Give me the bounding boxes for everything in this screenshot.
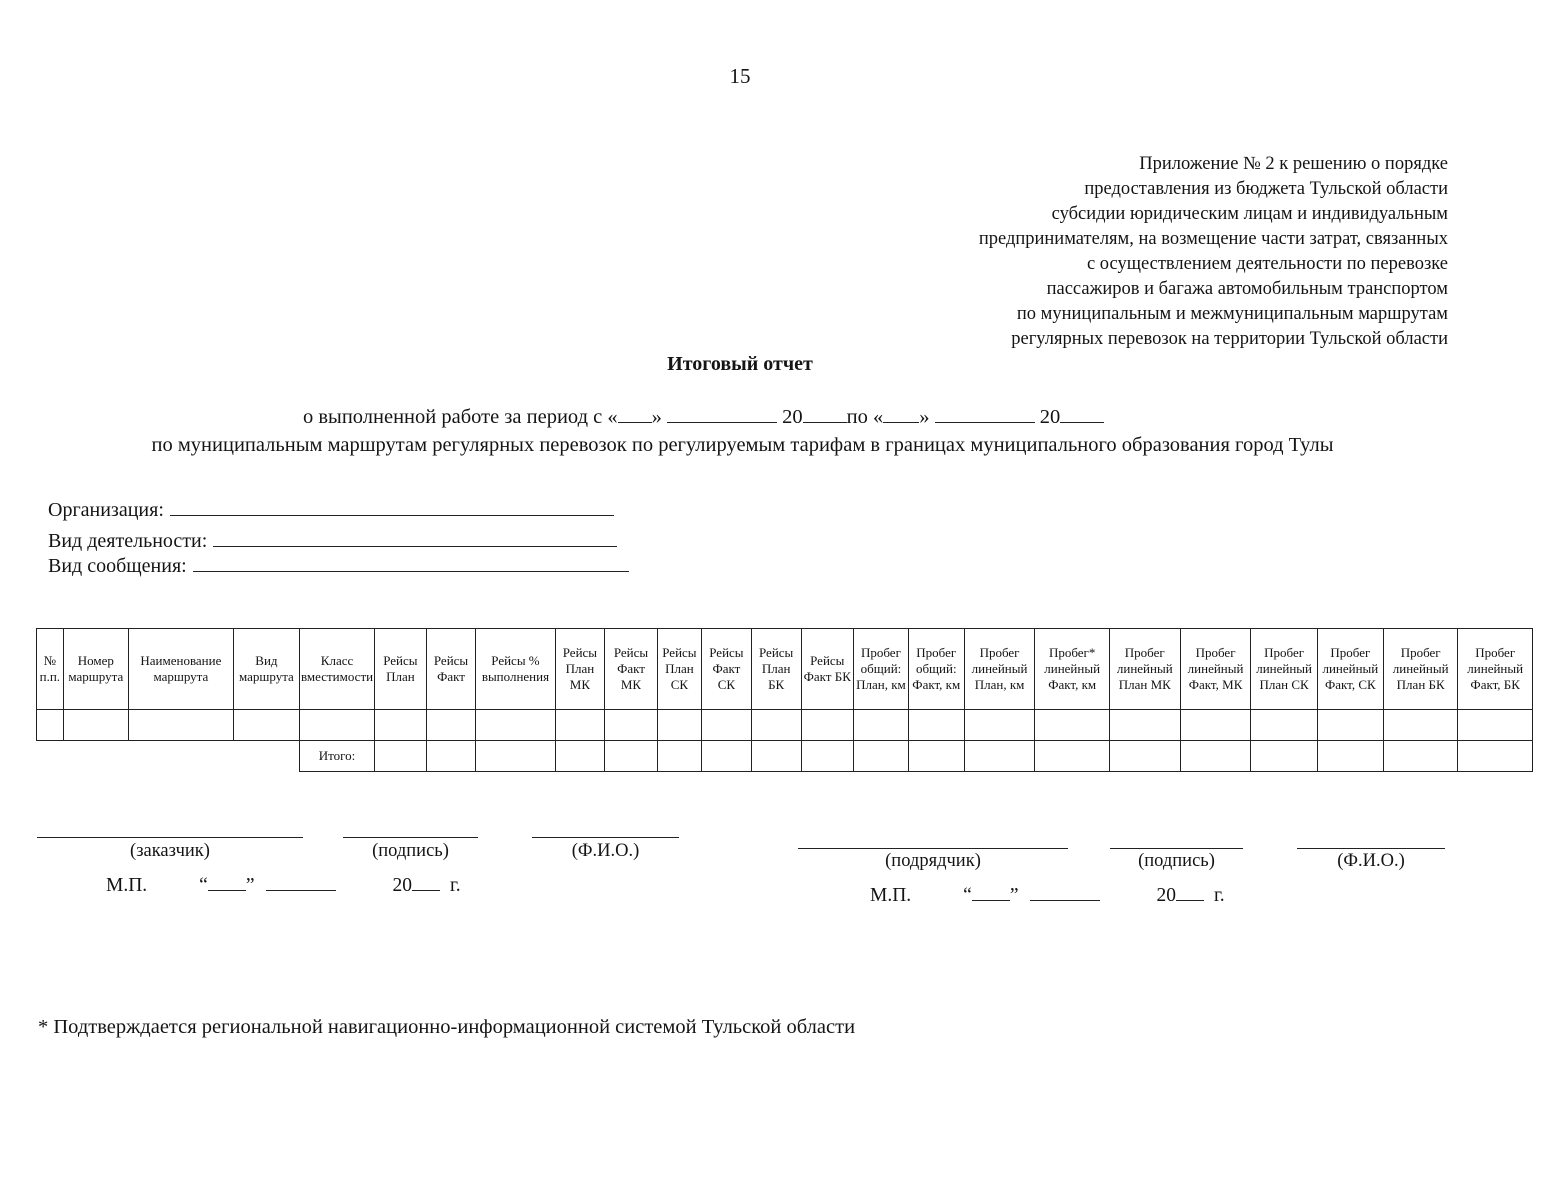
- stamp-label: М.П.: [870, 885, 912, 906]
- total-cell[interactable]: [657, 741, 701, 772]
- header-cell: № п.п.: [37, 629, 64, 710]
- header-cell: Пробег* линейный Факт, км: [1035, 629, 1109, 710]
- period-year: 20: [782, 406, 803, 428]
- total-cell[interactable]: [801, 741, 853, 772]
- header-cell: Рейсы Факт: [426, 629, 476, 710]
- field-activity: [48, 528, 617, 553]
- year-suffix: г.: [1213, 885, 1225, 906]
- activity-blank[interactable]: [213, 528, 617, 547]
- year-blank[interactable]: [412, 874, 440, 891]
- total-cell[interactable]: [908, 741, 964, 772]
- report-period: [303, 404, 1104, 429]
- organization-blank[interactable]: [170, 497, 614, 516]
- header-cell: Пробег линейный План БК: [1383, 629, 1457, 710]
- contractor-signature-line[interactable]: [798, 848, 1068, 849]
- header-cell: Рейсы Факт БК: [801, 629, 853, 710]
- message-type-blank[interactable]: [193, 553, 629, 572]
- header-cell: Рейсы План МК: [555, 629, 605, 710]
- field-message-type: [48, 553, 629, 578]
- quote-close: ”: [245, 875, 255, 896]
- appendix-line: предоставления из бюджета Тульской области: [1084, 179, 1448, 199]
- period-year-from-blank[interactable]: [803, 404, 847, 423]
- header-cell: Рейсы Факт МК: [605, 629, 657, 710]
- table-cell[interactable]: [233, 710, 299, 741]
- total-cell[interactable]: [555, 741, 605, 772]
- header-cell: Пробег линейный Факт, БК: [1458, 629, 1533, 710]
- header-cell: Пробег линейный План МК: [1109, 629, 1180, 710]
- contractor-name-line[interactable]: [1297, 848, 1445, 849]
- quote-open: “: [199, 875, 208, 896]
- header-cell: Пробег общий: Факт, км: [908, 629, 964, 710]
- table-cell[interactable]: [128, 710, 233, 741]
- total-row: [37, 741, 1533, 772]
- header-cell: Пробег линейный План СК: [1251, 629, 1317, 710]
- total-cell[interactable]: [375, 741, 427, 772]
- year-label: 20: [1156, 885, 1176, 906]
- header-cell: Пробег общий: План, км: [854, 629, 909, 710]
- month-blank[interactable]: [266, 874, 336, 891]
- total-cell[interactable]: [1317, 741, 1383, 772]
- report-table: [36, 628, 1533, 772]
- table-cell[interactable]: [555, 710, 605, 741]
- period-day-to-blank[interactable]: [883, 404, 919, 423]
- year-label: 20: [392, 875, 412, 896]
- total-cell[interactable]: [854, 741, 909, 772]
- header-cell: Рейсы План: [375, 629, 427, 710]
- year-suffix: г.: [449, 875, 461, 896]
- period-quote: »: [651, 406, 662, 428]
- header-cell: Рейсы План СК: [657, 629, 701, 710]
- customer-sign-label: (подпись): [372, 841, 449, 861]
- table-cell[interactable]: [1035, 710, 1109, 741]
- customer-name-line[interactable]: [532, 837, 679, 838]
- period-year: 20: [1039, 406, 1061, 428]
- period-month-to-blank[interactable]: [935, 404, 1035, 423]
- contractor-stamp-date: [870, 884, 1225, 907]
- field-organization: [48, 497, 614, 522]
- table-cell[interactable]: [801, 710, 853, 741]
- report-title: Итоговый отчет: [667, 353, 813, 375]
- total-cell[interactable]: [964, 741, 1035, 772]
- appendix-block: [808, 152, 1448, 352]
- total-label: Итого:: [299, 741, 374, 772]
- table-cell[interactable]: [1317, 710, 1383, 741]
- quote-close: ”: [1009, 885, 1019, 906]
- total-cell[interactable]: [605, 741, 657, 772]
- year-blank[interactable]: [1176, 884, 1204, 901]
- appendix-line: по муниципальным и межмуниципальным маршрутам: [1016, 304, 1448, 324]
- quote-open: “: [963, 885, 972, 906]
- table-cell[interactable]: [37, 710, 64, 741]
- period-year-to-blank[interactable]: [1060, 404, 1104, 423]
- table-cell[interactable]: [657, 710, 701, 741]
- total-cell[interactable]: [1035, 741, 1109, 772]
- period-quote: »: [919, 406, 930, 428]
- total-cell[interactable]: [1251, 741, 1317, 772]
- table-cell[interactable]: [1458, 710, 1533, 741]
- total-cell[interactable]: [426, 741, 476, 772]
- header-cell: Номер маршрута: [63, 629, 128, 710]
- header-cell: Рейсы % выполнения: [476, 629, 555, 710]
- table-cell[interactable]: [63, 710, 128, 741]
- table-cell[interactable]: [1109, 710, 1180, 741]
- day-blank[interactable]: [972, 884, 1010, 901]
- total-cell[interactable]: [1383, 741, 1457, 772]
- total-cell[interactable]: [751, 741, 801, 772]
- table-cell[interactable]: [964, 710, 1035, 741]
- day-blank[interactable]: [208, 874, 246, 891]
- header-cell: Класс вместимости: [299, 629, 374, 710]
- report-scope: по муниципальным маршрутам регулярных перевозок по регулируемым тарифам в границах муниципального образования город Тулы: [151, 434, 1334, 456]
- period-prefix: о выполненной работе за период с «: [303, 406, 618, 428]
- customer-signature-line[interactable]: [37, 837, 303, 838]
- appendix-line: пассажиров и багажа автомобильным транспортом: [1046, 279, 1448, 299]
- appendix-line: Приложение № 2 к решению о порядке: [1139, 154, 1448, 174]
- contractor-sign-line[interactable]: [1110, 848, 1243, 849]
- customer-label: (заказчик): [130, 841, 210, 861]
- table-cell[interactable]: [1251, 710, 1317, 741]
- table-cell[interactable]: [426, 710, 476, 741]
- table-cell[interactable]: [1180, 710, 1251, 741]
- header-cell: Наименование маршрута: [128, 629, 233, 710]
- table-cell[interactable]: [605, 710, 657, 741]
- table-cell[interactable]: [299, 710, 374, 741]
- period-month-from-blank[interactable]: [667, 404, 777, 423]
- table-cell[interactable]: [751, 710, 801, 741]
- appendix-line: предпринимателям, на возмещение части затрат, связанных: [978, 229, 1448, 249]
- contractor-name-label: (Ф.И.О.): [1337, 851, 1405, 871]
- customer-name-label: (Ф.И.О.): [571, 841, 640, 861]
- stamp-label: М.П.: [106, 875, 148, 896]
- total-cell[interactable]: [476, 741, 555, 772]
- header-cell: Вид маршрута: [233, 629, 299, 710]
- field-label: Организация:: [48, 499, 164, 521]
- customer-stamp-date: [106, 874, 461, 897]
- appendix-line: с осуществлением деятельности по перевозке: [1086, 254, 1448, 274]
- period-day-from-blank[interactable]: [618, 404, 652, 423]
- header-cell: Рейсы План БК: [751, 629, 801, 710]
- table-cell[interactable]: [1383, 710, 1457, 741]
- total-cell[interactable]: [1458, 741, 1533, 772]
- table-cell[interactable]: [854, 710, 909, 741]
- footnote: * Подтверждается региональной навигационно-информационной системой Тульской области: [38, 1016, 856, 1038]
- header-cell: Пробег линейный Факт, МК: [1180, 629, 1251, 710]
- header-cell: Рейсы Факт СК: [702, 629, 752, 710]
- total-cell[interactable]: [1180, 741, 1251, 772]
- total-cell[interactable]: [702, 741, 752, 772]
- month-blank[interactable]: [1030, 884, 1100, 901]
- table-cell[interactable]: [375, 710, 427, 741]
- page-number: 15: [729, 64, 751, 88]
- field-label: Вид сообщения:: [48, 555, 187, 577]
- report-table-wrap: [36, 628, 1533, 778]
- period-mid: по «: [846, 406, 884, 428]
- header-cell: Пробег линейный План, км: [964, 629, 1035, 710]
- table-cell[interactable]: [702, 710, 752, 741]
- contractor-sign-label: (подпись): [1138, 851, 1215, 871]
- contractor-label: (подрядчик): [885, 851, 981, 871]
- header-cell: Пробег линейный Факт, СК: [1317, 629, 1383, 710]
- table-cell[interactable]: [476, 710, 555, 741]
- total-cell[interactable]: [1109, 741, 1180, 772]
- table-row: [37, 710, 1533, 741]
- appendix-line: субсидии юридическим лицам и индивидуальным: [1051, 204, 1448, 224]
- appendix-line: регулярных перевозок на территории Тульской области: [1011, 329, 1448, 349]
- field-label: Вид деятельности:: [48, 530, 208, 552]
- customer-sign-line[interactable]: [343, 837, 478, 838]
- table-spacer: [37, 741, 300, 772]
- table-cell[interactable]: [908, 710, 964, 741]
